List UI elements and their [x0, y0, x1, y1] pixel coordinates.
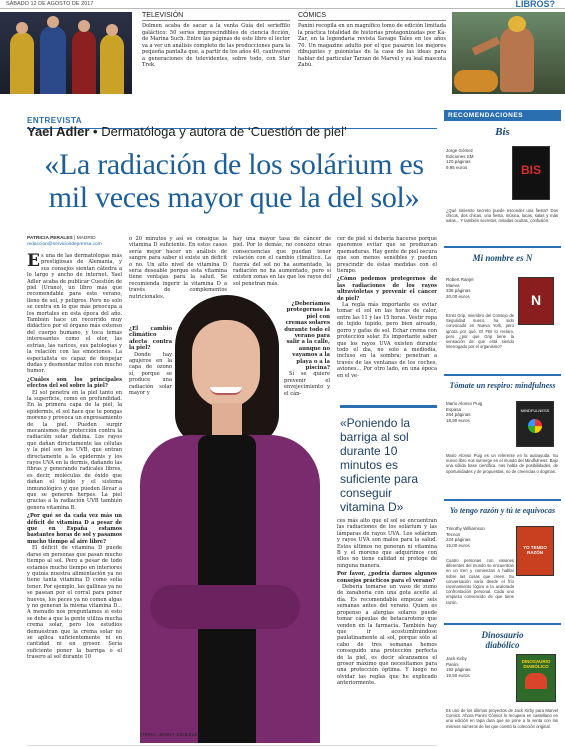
article-column-4-cont	[337, 518, 437, 687]
rec-desc: ¿Qué siniestro secreto puede esconder una fiesta? Dos chicos, dos chicas, una fiesta, música, lacas, salas y más salas... Y también secretos, miradas ocultas, confusión.	[446, 208, 558, 224]
byline-name: PATRICIA PERALES	[27, 236, 73, 241]
col3-paragraph-1: hay una mayor tasa de cáncer de piel. Por lo demás, no conozco otras consecuencias que puedan tener relación con el cambio climático. La fuerza del sol no ha aumentado, la radiación no ha aumentado, pero sí existen zonas en las que los rayos del sol penetran más.	[233, 236, 331, 287]
book-cover-mi-nombre: N	[518, 277, 554, 325]
byline: PATRICIA PERALES | MADRID redaccion@serviciosdeprensa.com	[27, 236, 122, 248]
col4-question-1: ¿Cómo podemos protegernos de las radiaciones de los rayos ultravioletas y prevenir el cáncer de piel?	[337, 276, 437, 302]
photo-credit: FIRMA: JENNY SIEBOLDT	[140, 732, 201, 737]
tv-photo	[0, 12, 132, 94]
col1-question-2: ¿Por qué se da cada vez más un déficit de vitamina D a pesar de que en España estamos bastantes horas de sol y pasamos mucho tiempo al aire libre?	[27, 513, 122, 545]
rec-desc: Mario Alonso Puig es un referente en la autoayuda. Su nuevo libro nos sumerge en el mundo del Mindfulness. Bajo una sólida base científica, nos habla de posibilidades, de oportunidades y de propuestas, no de creencias o dogmas.	[446, 453, 558, 474]
byline-place: MADRID	[76, 236, 96, 241]
crew-figure-2	[40, 26, 66, 94]
warrior-figure	[500, 26, 534, 92]
crew-figure-4	[100, 34, 124, 94]
sidebar-title: RECOMENDACIONES	[444, 110, 561, 121]
rec-meta: Jorge Gómez Ediciones SM 120 páginas 9,95 euros	[446, 148, 474, 170]
subject-name: Yael Adler	[27, 124, 90, 139]
article-column-3	[233, 236, 331, 287]
rec-title: Yo tengo razón y tú te equivocas	[449, 506, 556, 515]
col2-paragraph-1: o 20 minutos y así se consigue la vitamina D suficiente. En estos casos sería mejor hacer un análisis de sangre para saber si existe un déficit o no. Un alto nivel de vitamina D sería deseable porque esta vitamina tiene ventajas para la salud. Se recomienda ingerir la vitamina D a través de complementos nutricionales.	[129, 236, 227, 300]
sidebar	[444, 110, 561, 746]
comics-label: CÓMICS	[298, 12, 446, 21]
col2-paragraph-2: Donde hay agujeros en la capa de ozono sí, porque se produce una radiación solar mayor y	[129, 351, 172, 397]
tv-text: Dolmen acaba de sacar a la venta Guía del serieffilo galáctico: 50 series imprescindibles de ciencia ficción, de Marina Such. Entre las páginas de este libro el lector va a ver un análisis completo de las producciones para la pequeña pantalla que, a partir de los años 40, cautivaron a generaciones de televidentes, sobre todo, con Star Trek.	[142, 23, 290, 68]
comics-text: Panini recopila en un magnífico tomo de edición limitada la práctica totalidad de historias protagonizadas por Ka-Zar, en la legendaria revista Savage Tales en los años 70. Un magazine adulto por el que pasaron los mejores dibujantes y guionistas de la casa de las ideas para hablar del particular Tarzan de Marvel y su leal mascota Zabú.	[298, 23, 446, 68]
subject-description: Dermatóloga y autora de ‘Cuestión de piel’	[101, 124, 347, 139]
top-date-strip	[0, 0, 565, 9]
rec-item-bis	[444, 124, 561, 248]
tiger-figure	[454, 70, 498, 92]
col4-paragraph-1: cer de piel sí debería hacerse porque queremos evitar que se produzcan quemaduras. Hay gente de piel oscura que son menos sensibles y pueden prescindir de estas medidas con el tiempo.	[337, 236, 437, 275]
crew-figure-1	[10, 32, 34, 94]
bullet-separator: •	[93, 124, 102, 139]
drop-cap: E	[27, 253, 40, 271]
section-tag: ENTREVISTA	[27, 116, 83, 125]
col4-paragraph-2: La regla más importante es evitar tomar el sol en las horas de calor, entre las 11 y las 15 horas. Vestir ropa de tejido tupido, pero bien aireado, gorro y gafas de sol. Echar crema con protección solar. Es importante saber que los rayos UVA existen durante todo el día, no solo a mediodía, incluso en la sombra; penetran a través de las ventanas de los coches, aviones... Por otro lado, en una época en el ve-	[337, 302, 437, 379]
headline: «La radiación de los solárium es mil veces mayor que la del sol»	[44, 148, 424, 214]
pull-quote-text: «Poniendo la barriga al sol durante 10 minutos es suficiente para conseguir vitamina D»	[340, 416, 419, 514]
rec-item-yo-tengo-razon	[444, 504, 561, 625]
section-name: LIBROS?	[515, 0, 555, 9]
rec-meta: Jack Kirby Panini 192 páginas 19,50 euros	[446, 656, 471, 678]
tv-column	[142, 12, 290, 69]
book-cover-yo-tengo-razon: YO TENGO RAZÓN	[516, 526, 554, 576]
rec-item-mindfulness	[444, 379, 561, 501]
book-cover-bis: BIS	[512, 146, 550, 200]
date-line: SÁBADO 12 DE AGOSTO DE 2017	[6, 1, 94, 7]
rec-desc: Es uno de los últimos proyectos de Jack Kirby para Marvel Comics. Ahora Panini Cómics lo recupera en castellano en una edición en tapa dura que se pone a la venta con los mismos números de los que constó la colección original.	[446, 708, 558, 729]
col3-paragraph-2: Sí se quiere prevenir el envejecimiento y el cán-	[284, 371, 330, 397]
col4-question-2: Por favor, ¿podría darnos algunos consejos prácticos para el verano?	[337, 571, 437, 584]
rec-desc: Cuatro personas con visiones diferentes del mundo se encuentran en un tren y comienzan a hablar sobre las cosas que creen. Su conversación varía desde el frío razonamiento lógico a la acalorada confrontación personal. Cada uno empieza convencido de que tiene razón.	[446, 558, 514, 605]
rec-meta: Timothy Williamson Tecnos 224 páginas 15,00 euros	[446, 526, 485, 548]
rec-meta: Robert Ranjel Maeva 336 páginas 20,00 euros	[446, 277, 474, 299]
col4-paragraph-3: ces más alto que el sol se encuentran las radiaciones de los solárium y las lámparas de rayos UVA. Los solárium y rayos UVA son malos para la salud. Estos últimos no generan ni vitamina B y el moreno que adquirimos con ellos no tiene calidad ni protege de ninguna manera.	[337, 518, 437, 569]
book-cover-dinosaurio: DINOSAURIO DIABÓLICO	[516, 654, 556, 702]
comics-photo	[452, 12, 565, 94]
col1-paragraph-1: Es una de las dermatólogas más prestigiosas de Alemania, y sus consejos sientan cátedra a lo largo y ancho de internet. Yael Adler acaba de publicar Cuestión de piel (Urano), un libro más que recomendable para este verano, lleno de sol, y peligros. Pero no solo se centra en lo que más preocupa a los mortales en esta época del año. También hace un recorrido muy didáctico por el órgano más extenso del cuerpo humano, y toca temas interesantes como el olor, las estrías, las varices, sus patologías y la relación con las emociones. La especialista es capaz de despejar dudas y desmontar mitos con mucho humor.	[27, 253, 122, 375]
rec-title: Bis	[495, 126, 510, 138]
col4-paragraph-4: Debería tomarse un vaso de zumo de zanahoria con una gota aceite al día. Es recomendable empezar seis semanas antes del verano. Quien es propenso a alergias solares puede tomar cápsulas de betacaroteno que venden en la farmacia. También hay que ir acostumbrándose paulatinamente al sol, porque sólo al cabo de tres semanas hemos conseguido una protección perfecta de la piel, es decir alcanzamos el grosor máximo que necesitamos para una protección óptima. Y luego no olvidar las reglas que he explicado anteriormente.	[337, 584, 437, 687]
article-column-1	[27, 253, 122, 748]
byline-email: redaccion@serviciosdeprensa.com	[27, 242, 102, 247]
portrait-photo	[130, 285, 335, 743]
book-cover-mindfulness: MINDFULNESS	[516, 401, 554, 447]
rec-meta: Mario Alonso Puig Espasa 264 páginas 18,90 euros	[446, 401, 483, 423]
rec-desc: Ernst Grip, miembro del Consejo de Seguridad sueco, ha sido convocado en Nueva York, pero ignora por qué. El FBI lo reclam, pero ¿por qué Grip tiene la sensación de que está siendo interrogado por el organismo?	[446, 313, 514, 350]
bottom-rule	[27, 745, 437, 746]
rec-title: Mi nombre es N	[472, 253, 533, 263]
rec-title: Tómate un respiro: mindfulness	[449, 381, 556, 390]
pull-quote	[340, 405, 437, 514]
comics-column	[298, 12, 446, 69]
col1-paragraph-2: El sol penetra en la piel tanto en la superficie, como en profundidad. En la primera capa de la piel, la epidermis, el sol hace que te pongas moreno y provoca un engrosamiento de la piel. Pueden surgir mecanismos de protección contra la radiación solar dañina. Los rayos que dañan directamente las células y la piel son los UVB, que entran directamente a la epidermis y los rayos UVA en la dermis, dañando las fibras y generando radicales libres, es decir, moléculas de óxido que dañan el tejido y el sistema inmunológico y que pueden llevar a que se generen herpes. La piel gracias a la radiación UVB también genera vitamina B.	[27, 389, 122, 511]
tv-label: TELEVISIÓN	[142, 12, 290, 21]
crew-figure-3	[72, 30, 96, 94]
col2-question-1: ¿El cambio climático afecta contra la piel?	[129, 326, 172, 352]
col1-paragraph-3: El déficit de vitamina D puede darse en personas que pasan mucho tiempo al sol. Pero a pesar de todo estamos mucho tiempo en interiores y quizás nuestra alimentación ya no tiene tanta vitamina D como solía tener. Por ejemplo, las gallinas ya no se pasean por el corral para poner huevos, los peces ya no comen algas y no generan la misma vitamina D... A menudo nos preguntamos si esto se debe a que la gente utiliza mucha crema solar, pero los estudios demuestran que la crema solar no se aplica suficientemente ni en cantidad ni en grosor. Sería suficiente poner la barriga o el trasero al sol durante 10	[27, 545, 122, 661]
rec-item-dinosaurio	[444, 628, 561, 746]
subject-line	[27, 124, 437, 139]
col3-question-1: ¿Deberíamos protegernos la piel con cremas solares durante todo el verano para salir a la calle, aunque no vayamos a la playa o a la piscina?	[284, 301, 330, 372]
rec-item-mi-nombre	[444, 251, 561, 376]
rec-title: Dinosaurio diabólico	[481, 630, 524, 650]
col1-question-1: ¿Cuáles son los principales efectos del sol sobre la piel?	[27, 376, 122, 390]
article-column-4	[337, 236, 437, 379]
